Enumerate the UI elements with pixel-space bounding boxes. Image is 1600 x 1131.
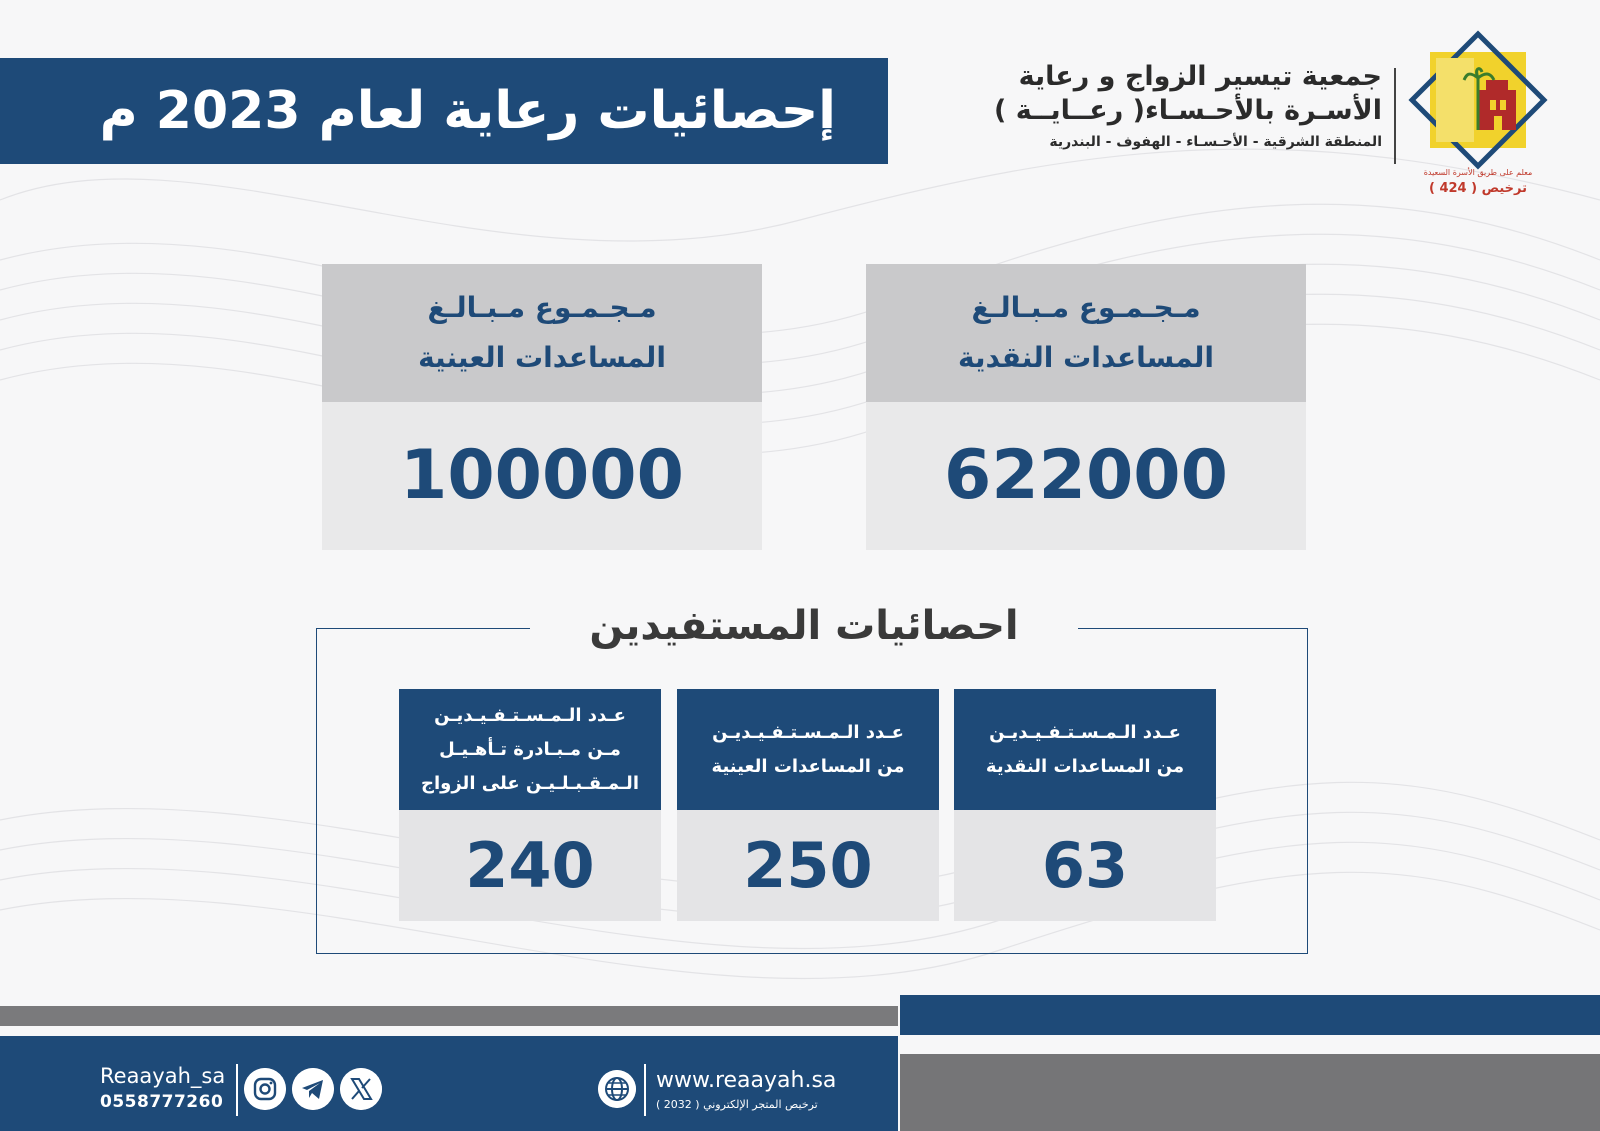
page-title: إحصائيات رعاية لعام 2023 م [99,81,836,141]
footer-divider [236,1064,238,1116]
org-location: المنطقة الشرقية - الأحـسـاء - الهفوف - البندرية [1049,134,1382,150]
card-label-line2: المساعدات النقدية [957,341,1215,374]
organization-name [962,60,1382,156]
cash-aid-total-card [866,264,1306,550]
marriage-program-beneficiaries-label [399,689,661,810]
card-label-line1: مـجـمـوع مـبـالـغ [427,291,657,324]
cash-beneficiaries-label [954,689,1216,810]
ben-label-line: عـدد الـمـسـتـفـيـديـن [712,721,904,743]
telegram-icon[interactable] [292,1068,334,1110]
in-kind-aid-total-label [322,264,762,402]
beneficiaries-title-wrap [530,596,1078,656]
website-link[interactable]: www.reaayah.sa [656,1068,837,1093]
marriage-program-beneficiaries-card [399,689,661,921]
ben-label-line: مـن مـبـادرة تـأهـيـل [439,738,621,760]
cash-beneficiaries-value: 63 [954,810,1216,921]
in-kind-beneficiaries-label [677,689,939,810]
org-name-line1: جمعية تيسير الزواج و رعاية [1018,61,1382,92]
beneficiaries-title: احصائيات المستفيدين [589,603,1019,649]
ben-label-line: من المساعدات النقدية [985,755,1185,777]
org-name-line2: الأسـرة بالأحـسـاء( رعــايــة ) [993,95,1382,126]
footer-stripe-blue [900,995,1600,1035]
in-kind-beneficiaries-card [677,689,939,921]
organization-logo [1408,30,1548,170]
footer-divider [644,1064,646,1116]
footer-stripe-gray-right [900,1054,1600,1131]
ben-label-line: الـمـقـبـلـيـن على الزواج [421,772,639,794]
header-divider [1394,68,1396,164]
license-number: ترخيص ( 424 ) [1429,181,1527,196]
x-icon[interactable] [340,1068,382,1110]
card-label-line1: مـجـمـوع مـبـالـغ [971,291,1201,324]
cash-beneficiaries-card [954,689,1216,921]
phone-number: 0558777260 [100,1092,224,1112]
instagram-icon[interactable] [244,1068,286,1110]
title-bar [0,58,888,164]
in-kind-beneficiaries-value: 250 [677,810,939,921]
store-license: ترخيص المتجر الإلكتروني ( 2032 ) [656,1098,818,1111]
card-label-line2: المساعدات العينية [418,341,666,374]
ben-label-line: عـدد الـمـسـتـفـيـديـن [434,704,626,726]
in-kind-aid-total-card [322,264,762,550]
in-kind-aid-total-value: 100000 [322,402,762,550]
social-handle: Reaayah_sa [100,1064,226,1088]
ben-label-line: عـدد الـمـسـتـفـيـديـن [989,721,1181,743]
marriage-program-beneficiaries-value: 240 [399,810,661,921]
globe-icon[interactable] [598,1070,636,1108]
logo-tagline: معلم على طريق الأسرة السعيدة [1423,168,1533,177]
ben-label-line: من المساعدات العينية [711,755,905,777]
cash-aid-total-label [866,264,1306,402]
footer-stripe-gray [0,1006,898,1026]
cash-aid-total-value: 622000 [866,402,1306,550]
